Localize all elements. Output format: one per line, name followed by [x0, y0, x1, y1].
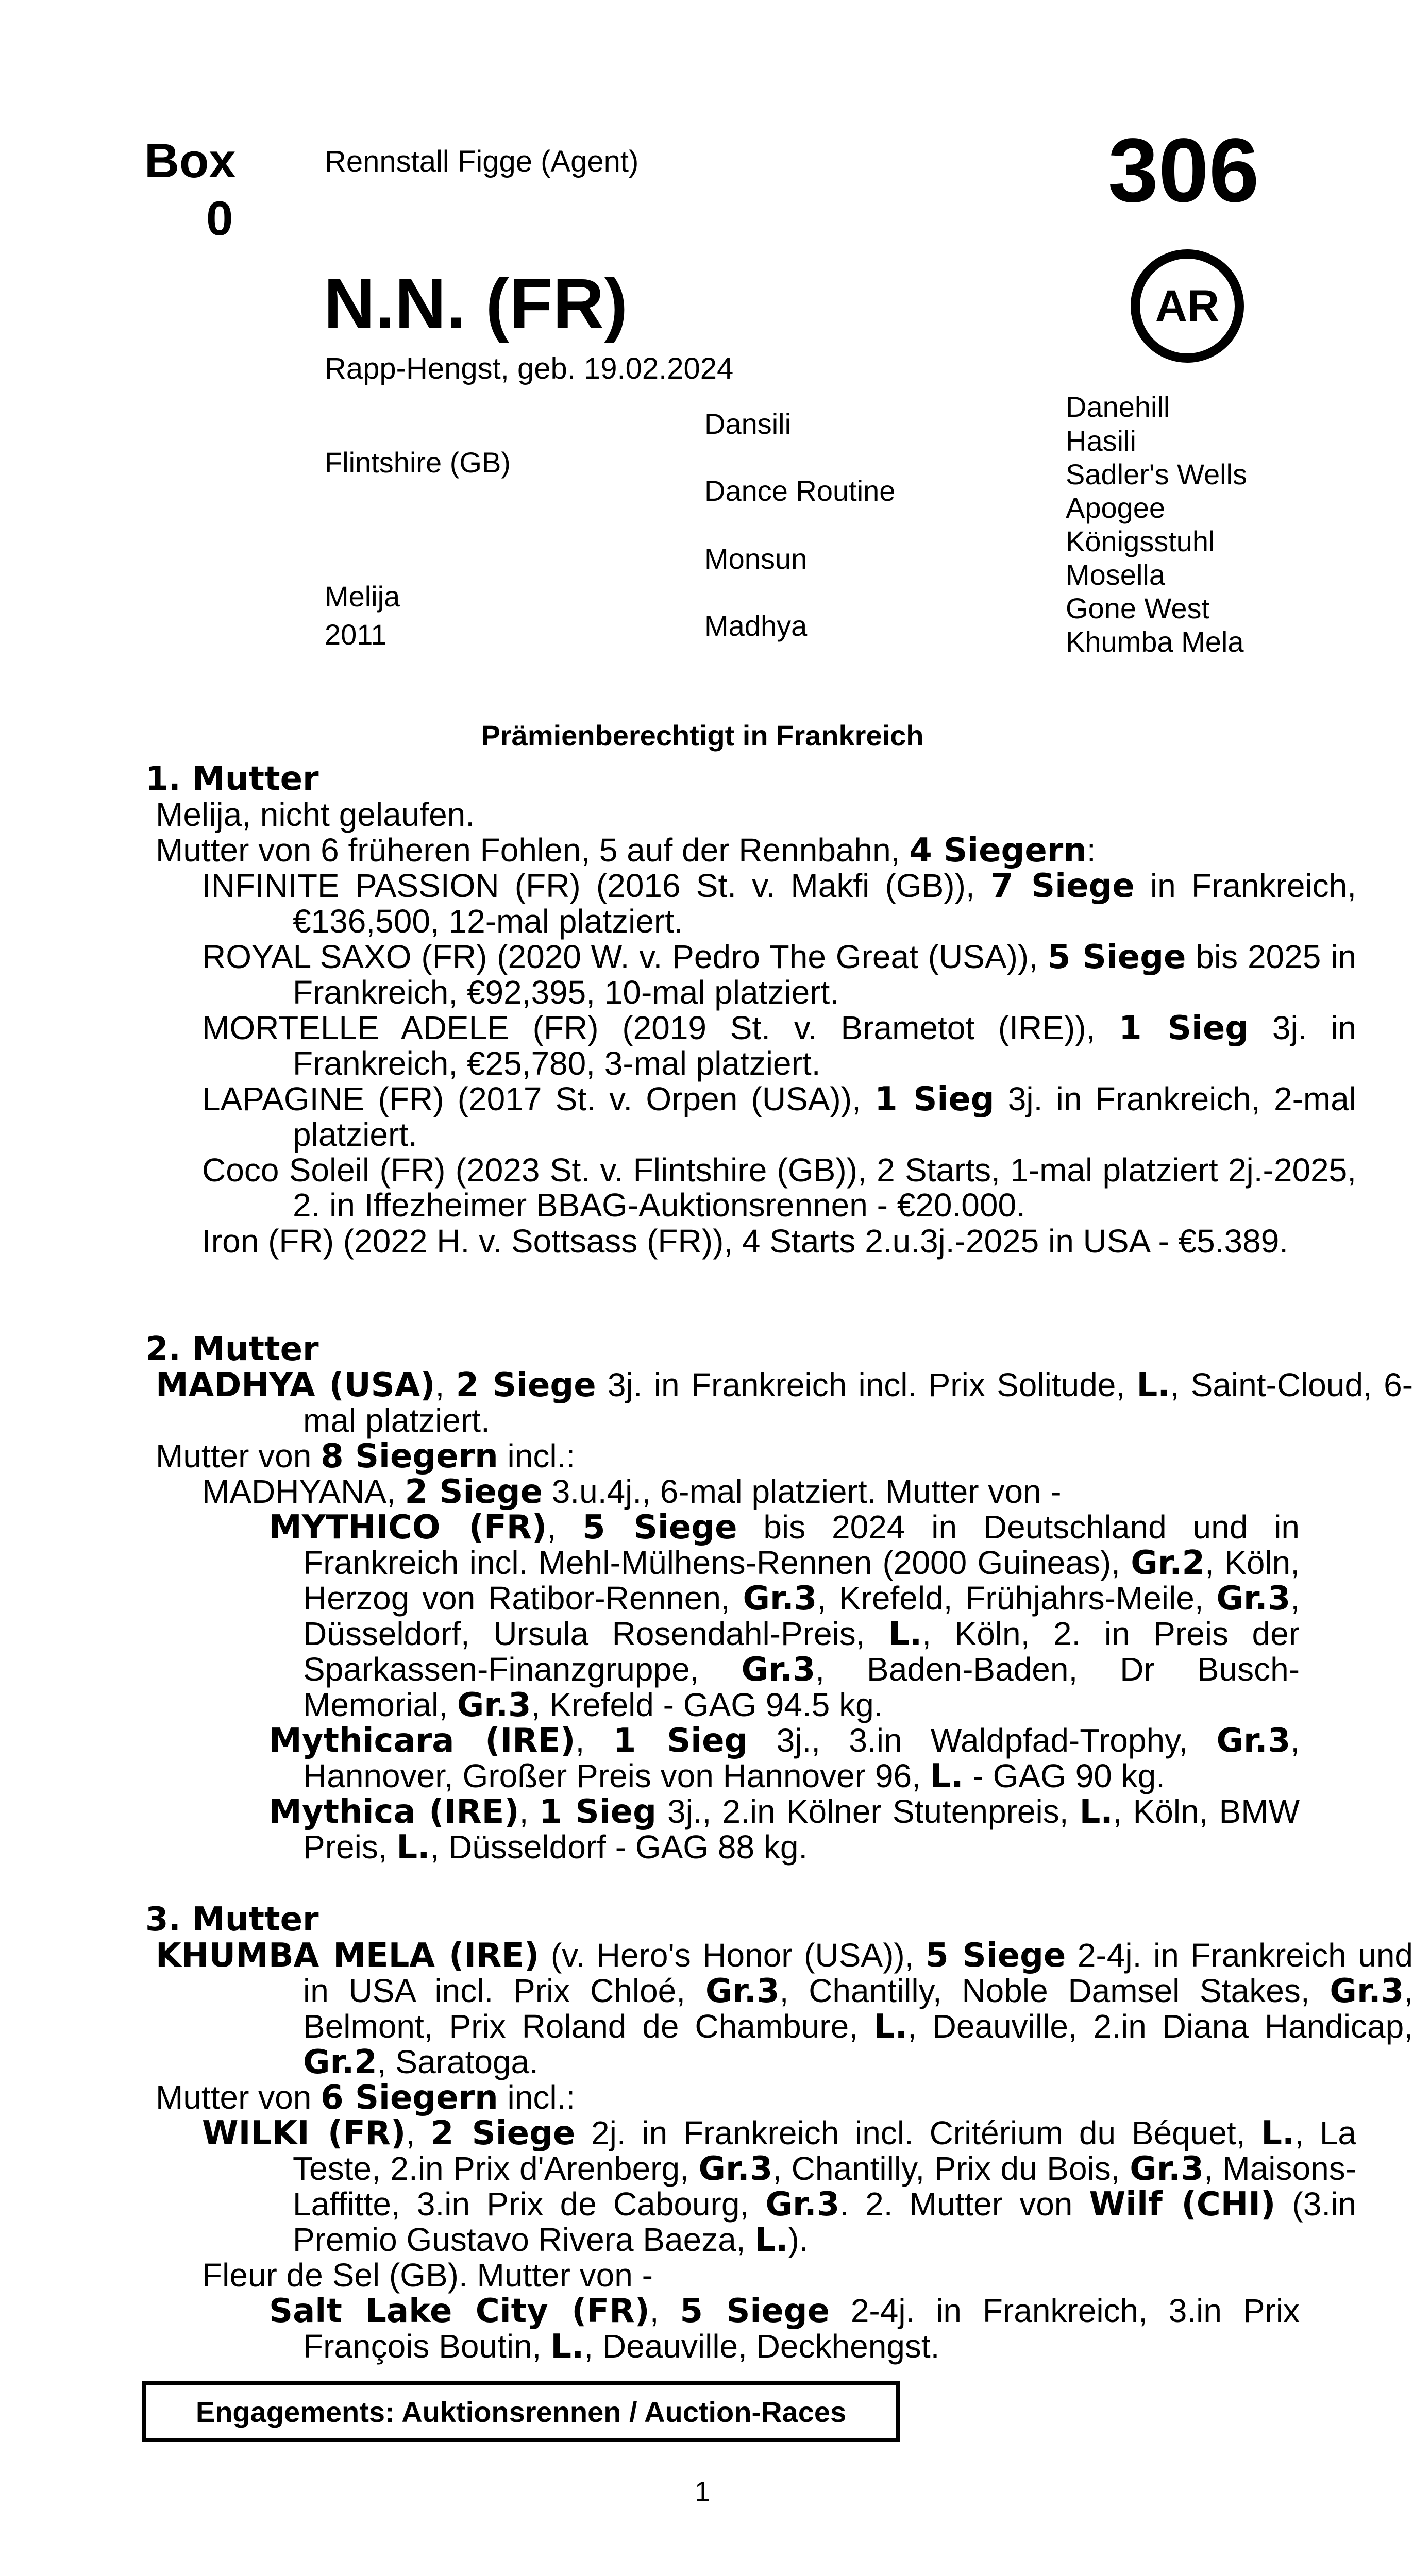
foal-name: MADHYANA, [202, 1473, 405, 1510]
engagements-box [142, 2381, 900, 2442]
pedigree-dam-year: 2011 [325, 618, 387, 651]
pedigree-grandparent: Monsun [704, 543, 808, 575]
first-dam-produce-text: Mutter von 6 früheren Fohlen, 5 auf der Rennbahn, [156, 832, 910, 869]
foal-wins: 1 Sieg [874, 1080, 995, 1118]
text: Mutter von [156, 1437, 321, 1475]
text: , Belmont, Prix Roland de Chambure, [303, 1972, 1413, 2045]
pedigree-grandparent: Dansili [704, 408, 792, 440]
pedigree-great-grandparent: Mosella [1066, 558, 1165, 591]
race-grade: Gr.3 [743, 1580, 817, 1618]
first-dam-foal [202, 1224, 1356, 1259]
engagements-label: Engagements: Auktionsrennen / Auction-Races [195, 2395, 847, 2428]
third-dam-winners: 6 Siegern [321, 2079, 498, 2117]
text: incl.: [498, 1437, 576, 1475]
pedigree-sire: Flintshire (GB) [325, 446, 511, 479]
second-dam-wins: 2 Siege [456, 1366, 596, 1404]
text: . 2. Mutter von [839, 2185, 1089, 2223]
race-grade: L. [1261, 2114, 1295, 2153]
race-grade: Gr.3 [1216, 1580, 1291, 1618]
pedigree-great-grandparent: Khumba Mela [1066, 625, 1244, 658]
text: , [649, 2292, 680, 2329]
horse-name: Wilf (CHI) [1089, 2185, 1276, 2224]
text: , Düsseldorf - GAG 88 kg. [430, 1828, 808, 1866]
second-dam-produce [156, 1438, 575, 1474]
text: , Maisons-Laffitte, 3.in Prix de Cabourg, [293, 2150, 1357, 2223]
lot-number: 306 [1108, 120, 1259, 221]
grandfoal-wins: 5 Siege [680, 2292, 830, 2330]
bonus-note: Prämienberechtigt in Frankreich [481, 719, 924, 752]
foal-name: WILKI (FR) [202, 2114, 406, 2153]
status-badge-label: AR [1155, 281, 1220, 331]
foal-wins: 1 Sieg [1119, 1009, 1249, 1047]
text: 2j. in Frankreich incl. Critérium du Béquet, [575, 2114, 1261, 2151]
page-number: 1 [694, 2476, 711, 2507]
foal-details: in Frankreich, €136,500, 12-mal platziert. [293, 867, 1357, 940]
grandfoal-name: MYTHICO (FR) [269, 1509, 547, 1547]
first-dam-foal [202, 1081, 1356, 1152]
text: , Köln, Herzog von Ratibor-Rennen, [303, 1544, 1300, 1617]
box-label: Box [144, 133, 236, 188]
text: 3j. in Frankreich incl. Prix Solitude, [596, 1366, 1137, 1403]
first-dam-heading: 1. Mutter [145, 760, 319, 798]
race-grade: Gr.3 [698, 2150, 773, 2188]
grandfoal-mythicara [269, 1723, 1300, 1794]
text: , Saratoga. [377, 2043, 539, 2080]
first-dam-winners: 4 Siegern [909, 832, 1087, 870]
pedigree-dam: Melija [325, 580, 400, 613]
third-dam-foal-fleur-de-sel: Fleur de Sel (GB). Mutter von - [202, 2257, 653, 2294]
grandfoal-name: Salt Lake City (FR) [269, 2292, 650, 2330]
second-dam-winners: 8 Siegern [321, 1437, 498, 1476]
race-grade: Gr.2 [1131, 1544, 1205, 1582]
text: , Krefeld - GAG 94.5 kg. [531, 1686, 883, 1723]
first-dam-produce [156, 833, 1096, 868]
first-dam-foal [202, 1010, 1356, 1081]
horse-description: Rapp-Hengst, geb. 19.02.2024 [325, 352, 734, 385]
text: - GAG 90 kg. [963, 1757, 1165, 1794]
first-dam-intro: Melija, nicht gelaufen. [156, 796, 475, 833]
foal-wins: 7 Siege [990, 867, 1135, 905]
text: , Saint-Cloud, 6-mal platziert. [303, 1366, 1413, 1439]
text: , Krefeld, Frühjahrs-Meile, [817, 1580, 1217, 1617]
text: , [406, 2114, 431, 2151]
race-grade: Gr.3 [1330, 1972, 1404, 2010]
text: , Hannover, Großer Preis von Hannover 96, [303, 1722, 1300, 1794]
pedigree-great-grandparent: Königsstuhl [1066, 525, 1215, 557]
pedigree-grandparent: Dance Routine [704, 474, 896, 507]
race-grade: L. [873, 2008, 907, 2046]
text: , Chantilly, Prix du Bois, [772, 2150, 1130, 2187]
foal-details: 3j. in Frankreich, €25,780, 3-mal platziert. [293, 1009, 1357, 1082]
foal-name: LAPAGINE (FR) (2017 St. v. Orpen (USA)), [202, 1080, 875, 1117]
text: Mutter von [156, 2079, 321, 2116]
text: 2-4j. in Frankreich und in USA incl. Prix Chloé, [303, 1937, 1413, 2009]
grandfoal-mythica [269, 1794, 1300, 1865]
second-dam-foal-madhyana [202, 1474, 1062, 1510]
pedigree-grandparent: Madhya [704, 609, 808, 642]
foal-name: MORTELLE ADELE (FR) (2019 St. v. Brametot (IRE)), [202, 1009, 1119, 1046]
foal-name: Coco Soleil (FR) (2023 St. v. Flintshire (GB)), 2 Starts, 1-mal platziert 2j.-2025, 2. in Iffezheimer BBAG-Auktionsrennen - €20.000. [202, 1151, 1356, 1224]
race-grade: Gr.2 [303, 2043, 377, 2081]
grandfoal-name: Mythica (IRE) [269, 1793, 519, 1831]
race-grade: Gr.3 [1130, 2150, 1204, 2188]
race-grade: L. [1136, 1366, 1170, 1404]
foal-details: 3j. in Frankreich, 2-mal platziert. [293, 1080, 1357, 1153]
text: (v. Hero's Honor (USA)), [539, 1937, 926, 1974]
text: , Deauville, 2.in Diana Handicap, [907, 2008, 1413, 2045]
second-dam-record [156, 1367, 1413, 1438]
text: 2-4j. in Frankreich, 3.in Prix François Boutin, [303, 2292, 1300, 2365]
race-grade: L. [1079, 1793, 1113, 1831]
text: , Baden-Baden, Dr Busch-Memorial, [303, 1651, 1300, 1723]
text: , Düsseldorf, Ursula Rosendahl-Preis, [303, 1580, 1300, 1652]
grandfoal-wins: 1 Sieg [613, 1722, 748, 1760]
grandfoal-name: Mythicara (IRE) [269, 1722, 576, 1760]
box-number: 0 [206, 191, 233, 245]
text: ). [788, 2221, 809, 2258]
text: , Deauville, Deckhengst. [584, 2328, 940, 2365]
text: (3.in Premio Gustavo Rivera Baeza, [293, 2185, 1357, 2258]
text: , [547, 1509, 582, 1546]
status-badge [1131, 249, 1244, 363]
foal-name: Iron (FR) (2022 H. v. Sottsass (FR)), 4 Starts 2.u.3j.-2025 in USA - €5.389. [202, 1223, 1289, 1260]
text: 3j., 3.in Waldpfad-Trophy, [748, 1722, 1217, 1759]
pedigree-great-grandparent: Gone West [1066, 592, 1210, 624]
pedigree-great-grandparent: Hasili [1066, 425, 1136, 457]
pedigree-great-grandparent: Apogee [1066, 492, 1166, 524]
grandfoal-wins: 5 Siege [582, 1509, 737, 1547]
grandfoal-wins: 1 Sieg [539, 1793, 657, 1831]
foal-details: bis 2025 in Frankreich, €92,395, 10-mal platziert. [293, 938, 1356, 1011]
text: , Köln, BMW Preis, [303, 1793, 1300, 1866]
race-grade: L. [396, 1828, 430, 1867]
text: , [435, 1366, 456, 1403]
text: , Köln, 2. in Preis der Sparkassen-Finanzgruppe, [303, 1615, 1300, 1688]
third-dam-record [156, 1938, 1413, 2080]
race-grade: Gr.3 [741, 1651, 816, 1689]
race-grade: L. [754, 2221, 788, 2259]
second-dam-heading: 2. Mutter [145, 1330, 319, 1368]
race-grade: L. [888, 1615, 922, 1653]
consignor: Rennstall Figge (Agent) [325, 145, 639, 178]
race-grade: Gr.3 [765, 2185, 840, 2224]
grandfoal-salt-lake-city [269, 2293, 1300, 2364]
race-grade: Gr.3 [1216, 1722, 1291, 1760]
foal-name: ROYAL SAXO (FR) (2020 W. v. Pedro The Great (USA)), [202, 938, 1048, 975]
text: bis 2024 in Deutschland und in Frankreich incl. Mehl-Mülhens-Rennen (2000 Guineas), [303, 1509, 1300, 1581]
first-dam-foal [202, 1153, 1356, 1223]
third-dam-name: KHUMBA MELA (IRE) [156, 1937, 540, 1975]
race-grade: L. [930, 1757, 964, 1795]
text: , La Teste, 2.in Prix d'Arenberg, [293, 2114, 1357, 2187]
second-dam-name: MADHYA (USA) [156, 1366, 435, 1404]
horse-name: N.N. (FR) [324, 264, 628, 344]
first-dam-produce-colon: : [1086, 832, 1096, 869]
foal-wins: 2 Siege [430, 2114, 576, 2153]
race-grade: Gr.3 [705, 1972, 780, 2010]
third-dam-wins: 5 Siege [926, 1937, 1066, 1975]
pedigree-great-grandparent: Sadler's Wells [1066, 458, 1247, 490]
third-dam-foal-wilki [202, 2115, 1356, 2258]
text: , [575, 1722, 613, 1759]
text: incl.: [498, 2079, 576, 2116]
pedigree-great-grandparent: Danehill [1066, 391, 1170, 423]
race-grade: Gr.3 [457, 1686, 531, 1724]
foal-wins: 5 Siege [1047, 938, 1186, 976]
foal-wins: 2 Siege [405, 1473, 543, 1511]
grandfoal-mythico [269, 1510, 1300, 1723]
first-dam-foal [202, 939, 1356, 1010]
text: 3j., 2.in Kölner Stutenpreis, [656, 1793, 1080, 1830]
text: , Chantilly, Noble Damsel Stakes, [779, 1972, 1330, 2009]
foal-name: INFINITE PASSION (FR) (2016 St. v. Makfi (GB)), [202, 867, 990, 904]
third-dam-produce [156, 2080, 575, 2115]
race-grade: L. [550, 2328, 584, 2366]
text: 3.u.4j., 6-mal platziert. Mutter von - [543, 1473, 1062, 1510]
third-dam-heading: 3. Mutter [145, 1901, 319, 1939]
first-dam-foal [202, 868, 1356, 939]
text: , [519, 1793, 540, 1830]
